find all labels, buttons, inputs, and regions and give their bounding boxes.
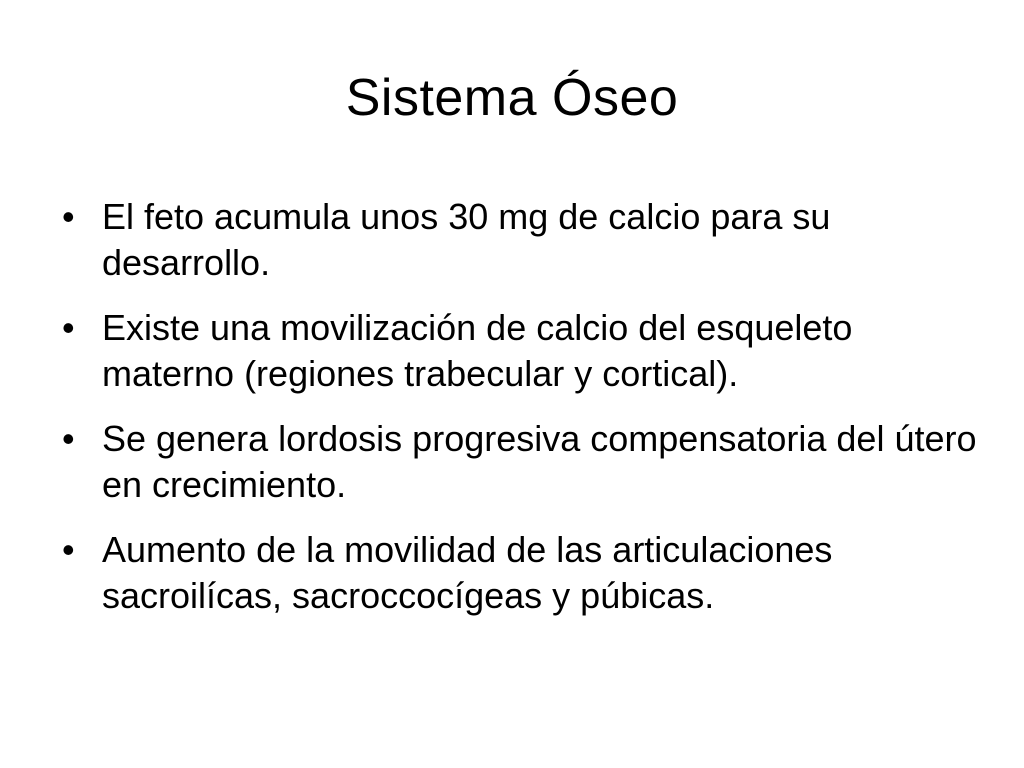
bullet-icon: • (62, 307, 75, 348)
slide-title: Sistema Óseo (345, 69, 679, 127)
bullet-icon: • (62, 418, 75, 459)
bullet-text: Se genera lordosis progresiva compensatoria del útero en crecimiento. (102, 418, 977, 505)
bullet-text: Aumento de la movilidad de las articulaciones sacroilícas, sacroccocígeas y púbicas. (102, 529, 833, 616)
bullet-list (62, 194, 982, 638)
list-item (62, 416, 982, 508)
list-item (62, 194, 982, 286)
bullet-icon: • (62, 529, 75, 570)
bullet-text: El feto acumula unos 30 mg de calcio para su desarrollo. (102, 196, 831, 283)
bullet-text: Existe una movilización de calcio del esqueleto materno (regiones trabecular y cortical). (102, 307, 853, 394)
list-item (62, 527, 982, 619)
list-item (62, 305, 982, 397)
bullet-icon: • (62, 196, 75, 237)
